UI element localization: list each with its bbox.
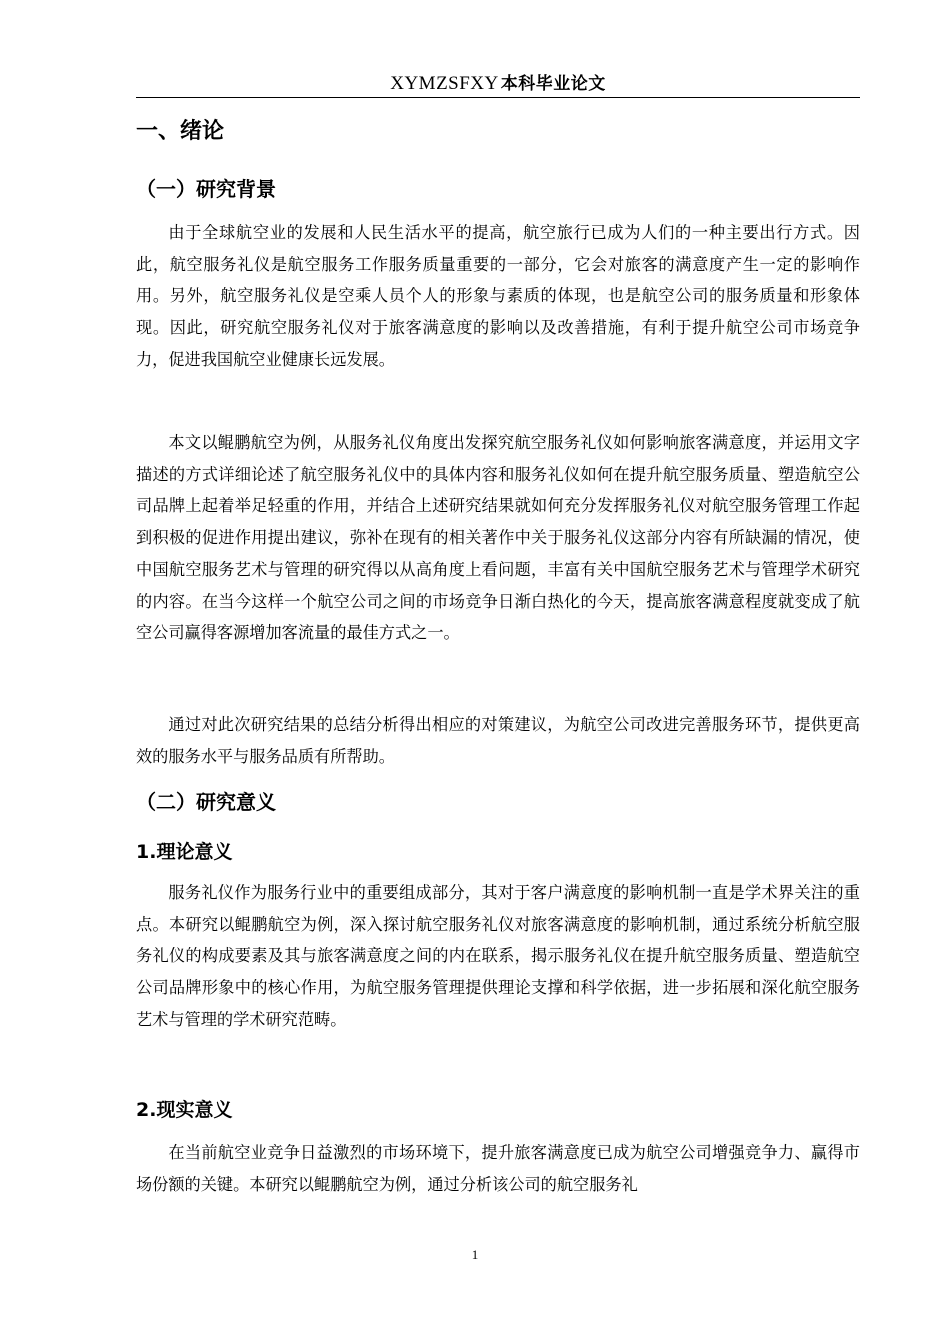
chapter-title: 一、绪论 xyxy=(136,119,225,144)
page-header xyxy=(136,70,860,98)
background-paragraph-2: 本文以鲲鹏航空为例，从服务礼仪角度出发探究航空服务礼仪如何影响旅客满意度，并运用文字描述的方式详细论述了航空服务礼仪中的具体内容和服务礼仪如何在提升航空服务质量、塑造航空公司品牌上起着举足轻重的作用，并结合上述研究结果就如何充分发挥服务礼仪对航空服务管理工作起到积极的促进作用提出建议，弥补在现有的相关著作中关于服务礼仪这部分内容有所缺漏的情况，使中国航空服务艺术与管理的研究得以从高角度上看问题，丰富有关中国航空服务艺术与管理学术研究的内容。在当今这样一个航空公司之间的市场竞争日渐白热化的今天，提高旅客满意程度就变成了航空公司赢得客源增加客流量的最佳方式之一。 xyxy=(136,433,860,643)
section-title-significance: （二）研究意义 xyxy=(136,790,276,814)
header-title: 本科毕业论文 xyxy=(500,74,606,94)
header-school-code: XYMZSFXY xyxy=(390,73,499,94)
header-divider xyxy=(136,97,860,98)
background-paragraph-3: 通过对此次研究结果的总结分析得出相应的对策建议，为航空公司改进完善服务环节，提供更高效的服务水平与服务品质有所帮助。 xyxy=(136,715,860,766)
subsection-title-theory: 1.理论意义 xyxy=(136,841,233,863)
subsection-title-practice: 2.现实意义 xyxy=(136,1099,233,1121)
theory-paragraph: 服务礼仪作为服务行业中的重要组成部分，其对于客户满意度的影响机制一直是学术界关注的重点。本研究以鲲鹏航空为例，深入探讨航空服务礼仪对旅客满意度的影响机制，通过系统分析航空服务礼仪的构成要素及其与旅客满意度之间的内在联系，揭示服务礼仪在提升航空服务质量、塑造航空公司品牌形象中的核心作用，为航空服务管理提供理论支撑和科学依据，进一步拓展和深化航空服务艺术与管理的学术研究范畴。 xyxy=(136,883,860,1029)
section-title-background: （一）研究背景 xyxy=(136,177,276,201)
page-number: 1 xyxy=(471,1247,479,1262)
practice-paragraph: 在当前航空业竞争日益激烈的市场环境下，提升旅客满意度已成为航空公司增强竞争力、赢得市场份额的关键。本研究以鲲鹏航空为例，通过分析该公司的航空服务礼 xyxy=(136,1143,860,1194)
background-paragraph-1: 由于全球航空业的发展和人民生活水平的提高，航空旅行已成为人们的一种主要出行方式。因此，航空服务礼仪是航空服务工作服务质量重要的一部分，它会对旅客的满意度产生一定的影响作用。另外，航空服务礼仪是空乘人员个人的形象与素质的体现，也是航空公司的服务质量和形象体现。因此，研究航空服务礼仪对于旅客满意度的影响以及改善措施，有利于提升航空公司市场竞争力，促进我国航空业健康长远发展。 xyxy=(136,223,860,369)
